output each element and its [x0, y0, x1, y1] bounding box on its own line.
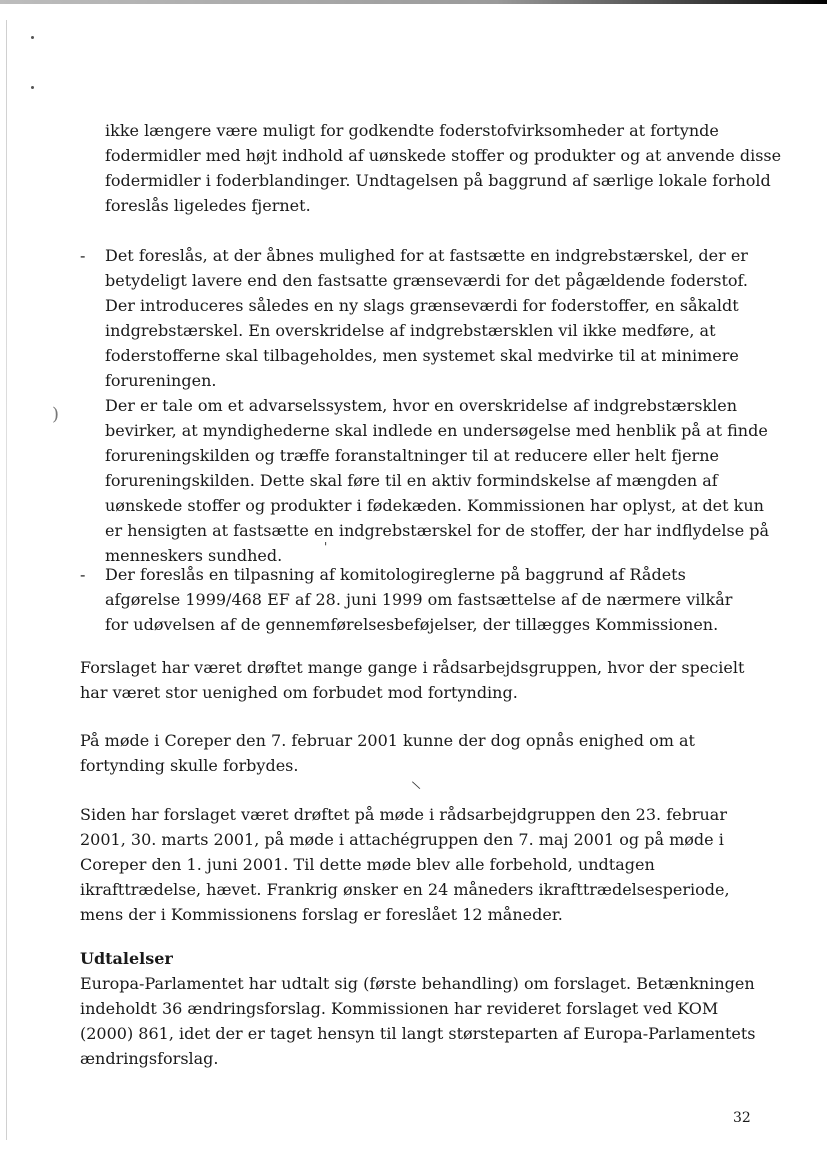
scan-top-edge [0, 0, 827, 4]
scan-speck [31, 36, 34, 39]
bullet-paragraph: Det foreslås, at der åbnes mulighed for at fastsætte en indgrebstærskel, der er betydeligt lavere end den fastsatte grænseværdi for det pågældende foderstof. Der introduceres således en ny slags grænseværdi for foderstoffer, en såkaldt indgrebstærskel. En overskridelse af indgrebstærsklen vil ikke medføre, at foderstofferne skal tilbageholdes, men systemet skal medvirke til at minimere forureningen. [105, 246, 748, 390]
bullet-paragraph: Der foreslås en tilpasning af komitologireglerne på baggrund af Rådets afgørelse 1999/468 EF af 28. juni 1999 om fastsættelse af de nærmere vilkår for udøvelsen af de gennemførelsesbeføjelser, der tillægges Kommissionen. [105, 565, 733, 634]
scan-left-edge [6, 20, 7, 1140]
body-paragraph: Siden har forslaget været drøftet på møde i rådsarbejdgruppen den 23. februar 2001, 30. marts 2001, på møde i attachégruppen den 7. maj 2001 og på møde i Coreper den 1. juni 2001. Til dette møde blev alle forbehold, undtagen ikrafttrædelse, hævet. Frankrig ønsker en 24 måneders ikrafttrædelsesperiode, mens der i Kommissionens forslag er foreslået 12 måneder. [80, 805, 730, 924]
section-body: Europa-Parlamentet har udtalt sig (første behandling) om forslaget. Betænkningen indeholdt 36 ændringsforslag. Kommissionen har revideret forslaget ved KOM (2000) 861, idet der er taget hensyn til langt størsteparten af Europa-Parlamentets ændringsforslag. [80, 974, 756, 1068]
continuation-paragraph: ikke længere være muligt for godkendte foderstofvirksomheder at fortynde fodermidler med højt indhold af uønskede stoffer og produkter og at anvende disse fodermidler i foderblandinger. Undtagelsen på baggrund af særlige lokale forhold foreslås ligeledes fjernet. [105, 121, 782, 215]
scan-mark: \ [410, 777, 422, 793]
bullet-marker: - [80, 246, 86, 265]
scan-speck [31, 86, 34, 89]
bullet-item [80, 243, 760, 393]
section-heading: Udtalelser [80, 949, 173, 968]
bullet-paragraph: Der er tale om et advarselssystem, hvor en overskridelse af indgrebstærsklen bevirker, at myndighederne skal indlede en undersøgelse med henblik på at finde forureningskilden og træffe foranstaltninger til at reducere eller helt fjerne forureningskilden. Dette skal føre til en aktiv formindskelse af mængden af uønskede stoffer og produkter i fødekæden. Kommissionen har oplyst, at det kun er hensigten at fastsætte en indgrebstærskel for de stoffer, der har indflydelse på menneskers sundhed. [105, 396, 770, 565]
body-paragraph: På møde i Coreper den 7. februar 2001 kunne der dog opnås enighed om at fortynding skulle forbydes. [80, 731, 695, 775]
body-paragraph: Forslaget har været drøftet mange gange i rådsarbejdsgruppen, hvor der specielt har været stor uenighed om forbudet mod fortynding. [80, 658, 745, 702]
bullet-marker: - [80, 565, 86, 584]
page-number: 32 [733, 1110, 751, 1126]
bullet-item [80, 562, 760, 637]
scan-mark: ' [324, 540, 328, 554]
scan-mark: ) [52, 404, 60, 425]
